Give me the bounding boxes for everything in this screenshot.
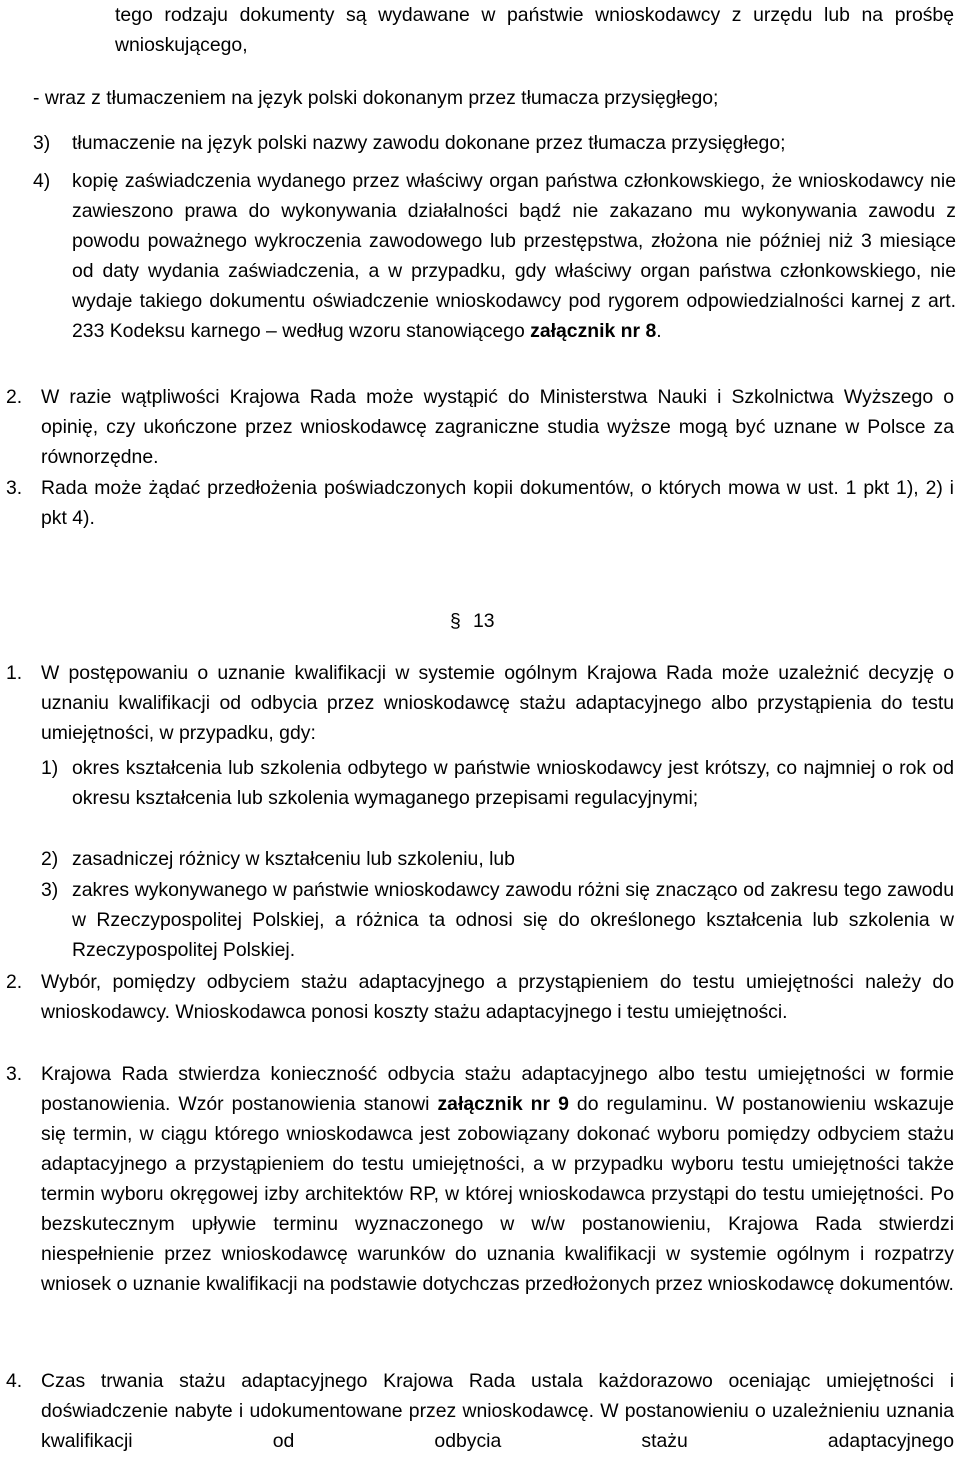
s13-point-2-text: Wybór, pomiędzy odbyciem stażu adaptacyjnego a przystąpieniem do testu umiejętności należy do wnioskodawcy. Wnioskodawca ponosi koszty stażu adaptacyjnego i testu umiejętności. bbox=[41, 971, 954, 1023]
item-4-number: 4) bbox=[33, 170, 51, 192]
item-3-number: 3) bbox=[33, 132, 51, 154]
s13-point-3-text: Krajowa Rada stwierdza konieczność odbycia stażu adaptacyjnego albo testu umiejętności w formie postanowienia. Wzór postanowienia stanowi załącznik nr 9 do regulaminu. W postanowieniu wskazuje się termin, w ciągu którego wnioskodawca jest zobowiązany dokonać wyboru pomiędzy odbyciem stażu adaptacyjnego a przystąpieniem do testu umiejętności, a w przypadku wyboru testu umiejętności także termin wyboru okręgowej izby architektów RP, w której wnioskodawca przystąpi do testu umiejętności. Po bezskutecznym upływie terminu wyznaczonego w w/w postanowieniu, Krajowa Rada stwierdzi niespełnienie przez wnioskodawcę warunków do uznania kwalifikacji w systemie ogólnym i rozpatrzy wniosek o uznanie kwalifikacji na podstawie dotychczas przedłożonych przez wnioskodawcę dokumentów. bbox=[41, 1063, 954, 1295]
point-2-number: 2. bbox=[6, 386, 23, 408]
s13-point-1-number: 1. bbox=[6, 662, 23, 684]
continuation-paragraph: tego rodzaju dokumenty są wydawane w państwie wnioskodawcy z urzędu lub na prośbę wnioskującego, bbox=[115, 4, 954, 56]
s13-sub-3-text: zakres wykonywanego w państwie wnioskodawcy zawodu różni się znacząco od zakresu tego zawodu w Rzeczypospolitej Polskiej, a różnica ta odnosi się do określonego kształcenia lub szkolenia w Rzeczypospolitej Polskiej. bbox=[72, 879, 954, 961]
point-3-number: 3. bbox=[6, 477, 23, 499]
attachment-9-reference: załącznik nr 9 bbox=[437, 1093, 569, 1115]
s13-sub-3-number: 3) bbox=[41, 879, 59, 901]
item-4-text: kopię zaświadczenia wydanego przez właściwy organ państwa członkowskiego, że wnioskodawcy nie zawieszono prawa do wykonywania działalności bądź nie zakazano mu wykonywania zawodu z powodu poważnego wykroczenia zawodowego lub przestępstwa, złożona nie później niż 3 miesiące od daty wydania zaświadczenia, a w przypadku, gdy właściwy organ państwa członkowskiego, nie wydaje takiego dokumentu oświadczenie wnioskodawcy pod rygorem odpowiedzialności karnej z art. 233 Kodeksu karnego – według wzoru stanowiącego załącznik nr 8. bbox=[72, 170, 956, 342]
s13-point-4-number: 4. bbox=[6, 1370, 23, 1392]
point-2-text: W razie wątpliwości Krajowa Rada może wystąpić do Ministerstwa Nauki i Szkolnictwa Wyższego o opinię, czy ukończone przez wnioskodawcę zagraniczne studia wyższe mogą być uznane w Polsce za równorzędne. bbox=[41, 386, 954, 468]
section-heading bbox=[450, 606, 530, 636]
s13-sub-1-number: 1) bbox=[41, 757, 59, 779]
item-3-text: tłumaczenie na język polski nazwy zawodu dokonane przez tłumacza przysięgłego; bbox=[72, 132, 786, 154]
point-3-text: Rada może żądać przedłożenia poświadczonych kopii dokumentów, o których mowa w ust. 1 pkt 1), 2) i pkt 4). bbox=[41, 477, 954, 529]
s13-point-1-text: W postępowaniu o uznanie kwalifikacji w systemie ogólnym Krajowa Rada może uzależnić decyzję o uznaniu kwalifikacji od odbycia przez wnioskodawcę stażu adaptacyjnego albo przystąpienia do testu umiejętności, w przypadku, gdy: bbox=[41, 662, 954, 744]
s13-sub-2-number: 2) bbox=[41, 848, 59, 870]
s13-point-3-number: 3. bbox=[6, 1063, 23, 1085]
section-number: 13 bbox=[473, 610, 495, 632]
attachment-8-reference: załącznik nr 8 bbox=[530, 320, 657, 342]
section-symbol: § bbox=[450, 610, 461, 632]
translation-note: - wraz z tłumaczeniem na język polski dokonanym przez tłumacza przysięgłego; bbox=[33, 87, 719, 109]
s13-sub-1-text: okres kształcenia lub szkolenia odbytego w państwie wnioskodawcy jest krótszy, co najmniej o rok od okresu kształcenia lub szkolenia wymaganego przepisami regulacyjnymi; bbox=[72, 757, 954, 809]
s13-sub-2-text: zasadniczej różnicy w kształceniu lub szkoleniu, lub bbox=[72, 848, 515, 870]
s13-point-4-text: Czas trwania stażu adaptacyjnego Krajowa Rada ustala każdorazowo oceniając umiejętności i doświadczenie nabyte i udokumentowane przez wnioskodawcę. W postanowieniu o uzależnieniu uznania kwalifikacji od odbycia stażu adaptacyjnego bbox=[41, 1370, 954, 1452]
s13-point-2-number: 2. bbox=[6, 971, 23, 993]
